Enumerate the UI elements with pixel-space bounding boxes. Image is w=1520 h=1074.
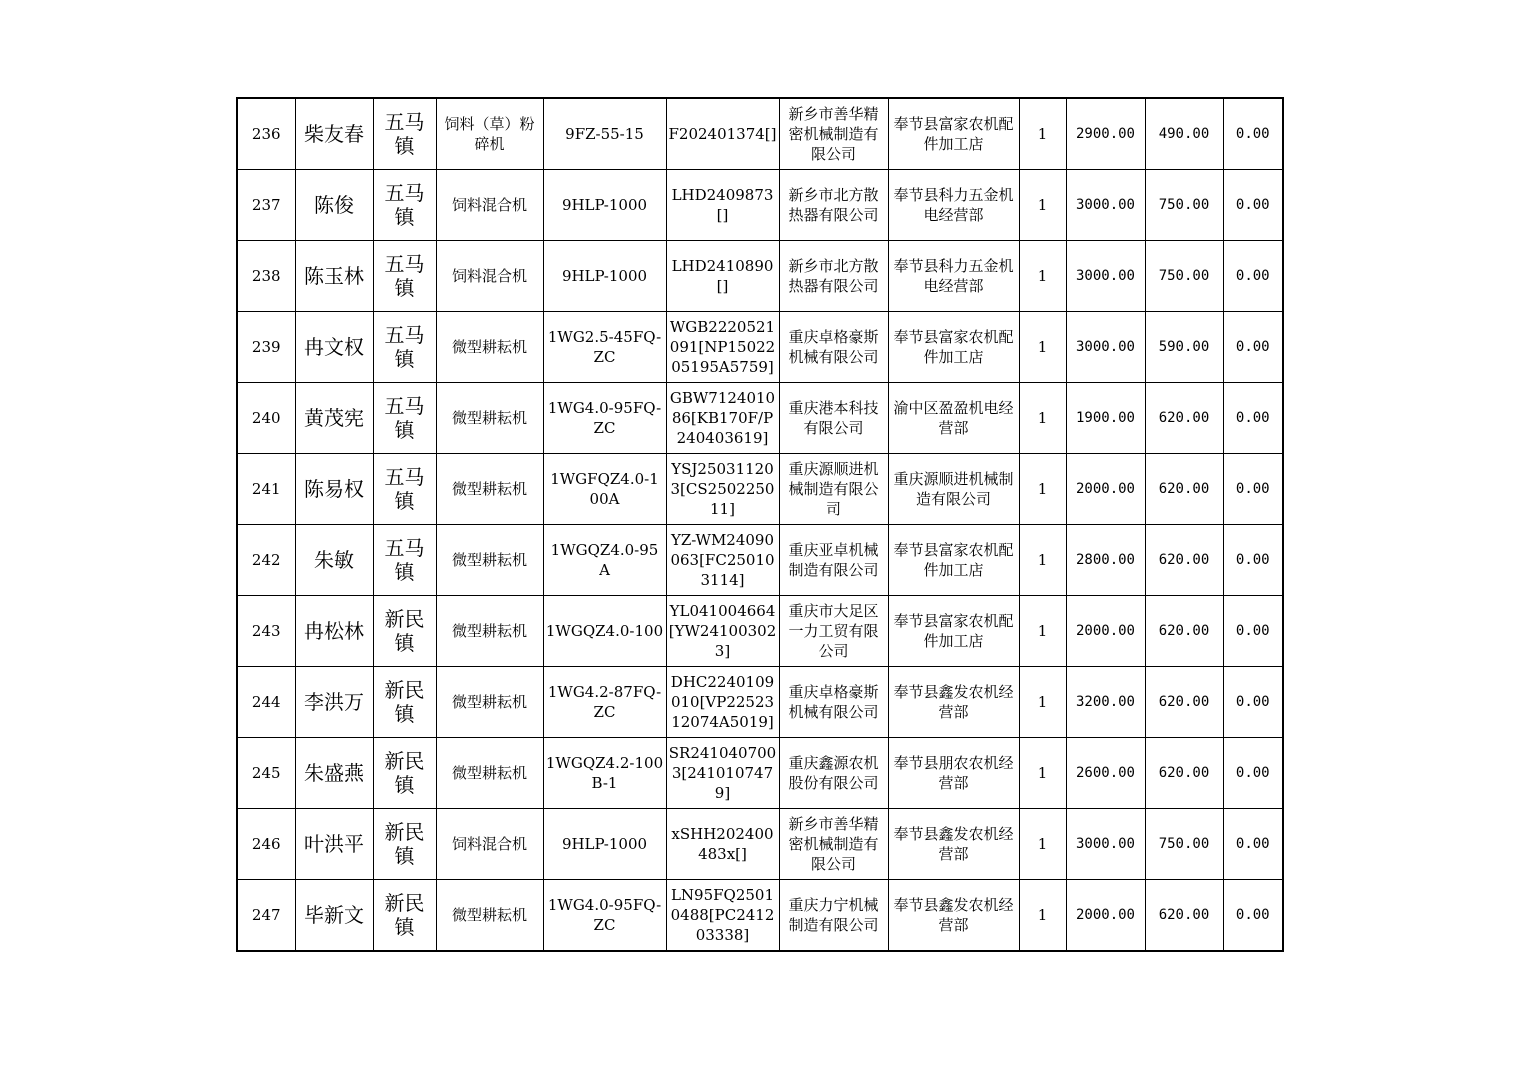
cell-dealer: 奉节县鑫发农机经营部	[888, 667, 1019, 738]
cell-model: 9HLP-1000	[543, 809, 666, 880]
table-body	[237, 98, 1283, 951]
table-row	[237, 98, 1283, 170]
cell-subsidy-amount: 620.00	[1145, 383, 1223, 454]
cell-subsidy-amount: 620.00	[1145, 454, 1223, 525]
cell-serial-number: F202401374[]	[666, 98, 779, 170]
cell-machine-type: 微型耕耘机	[436, 525, 543, 596]
cell-town: 五马镇	[373, 98, 436, 170]
cell-manufacturer: 重庆鑫源农机股份有限公司	[779, 738, 888, 809]
cell-dealer: 奉节县科力五金机电经营部	[888, 241, 1019, 312]
cell-town: 新民镇	[373, 596, 436, 667]
table-row	[237, 738, 1283, 809]
cell-sale-price: 3000.00	[1066, 241, 1145, 312]
cell-quantity: 1	[1019, 98, 1066, 170]
cell-buyer-name: 柴友春	[295, 98, 373, 170]
cell-serial-number: SR2410407003[2410107479]	[666, 738, 779, 809]
cell-extra-subsidy: 0.00	[1223, 98, 1283, 170]
cell-quantity: 1	[1019, 525, 1066, 596]
cell-serial-number: YL041004664[YW241003023]	[666, 596, 779, 667]
cell-quantity: 1	[1019, 809, 1066, 880]
cell-subsidy-amount: 750.00	[1145, 241, 1223, 312]
cell-manufacturer: 重庆源顺进机械制造有限公司	[779, 454, 888, 525]
cell-sale-price: 3200.00	[1066, 667, 1145, 738]
cell-subsidy-amount: 620.00	[1145, 880, 1223, 952]
cell-manufacturer: 重庆港本科技有限公司	[779, 383, 888, 454]
cell-machine-type: 微型耕耘机	[436, 454, 543, 525]
cell-machine-type: 饲料混合机	[436, 809, 543, 880]
cell-subsidy-amount: 620.00	[1145, 667, 1223, 738]
cell-town: 五马镇	[373, 454, 436, 525]
cell-dealer: 奉节县朋农农机经营部	[888, 738, 1019, 809]
cell-quantity: 1	[1019, 880, 1066, 952]
cell-quantity: 1	[1019, 241, 1066, 312]
cell-machine-type: 微型耕耘机	[436, 667, 543, 738]
cell-extra-subsidy: 0.00	[1223, 170, 1283, 241]
table-row	[237, 667, 1283, 738]
cell-manufacturer: 新乡市北方散热器有限公司	[779, 241, 888, 312]
table-row	[237, 170, 1283, 241]
cell-sequence-number: 243	[237, 596, 295, 667]
cell-dealer: 奉节县鑫发农机经营部	[888, 880, 1019, 952]
cell-quantity: 1	[1019, 667, 1066, 738]
cell-extra-subsidy: 0.00	[1223, 667, 1283, 738]
cell-sequence-number: 241	[237, 454, 295, 525]
cell-sequence-number: 238	[237, 241, 295, 312]
cell-quantity: 1	[1019, 312, 1066, 383]
cell-model: 1WGQZ4.0-95A	[543, 525, 666, 596]
cell-manufacturer: 新乡市北方散热器有限公司	[779, 170, 888, 241]
cell-town: 新民镇	[373, 809, 436, 880]
cell-extra-subsidy: 0.00	[1223, 525, 1283, 596]
table-row	[237, 880, 1283, 952]
cell-town: 五马镇	[373, 383, 436, 454]
cell-machine-type: 微型耕耘机	[436, 312, 543, 383]
cell-buyer-name: 冉松林	[295, 596, 373, 667]
cell-dealer: 奉节县富家农机配件加工店	[888, 525, 1019, 596]
table-row	[237, 525, 1283, 596]
cell-extra-subsidy: 0.00	[1223, 312, 1283, 383]
cell-town: 新民镇	[373, 667, 436, 738]
cell-model: 9FZ-55-15	[543, 98, 666, 170]
cell-model: 9HLP-1000	[543, 170, 666, 241]
cell-sequence-number: 239	[237, 312, 295, 383]
cell-model: 1WG2.5-45FQ-ZC	[543, 312, 666, 383]
cell-buyer-name: 李洪万	[295, 667, 373, 738]
cell-sale-price: 2000.00	[1066, 454, 1145, 525]
table-row	[237, 809, 1283, 880]
cell-dealer: 渝中区盈盈机电经营部	[888, 383, 1019, 454]
cell-machine-type: 饲料（草）粉碎机	[436, 98, 543, 170]
cell-extra-subsidy: 0.00	[1223, 809, 1283, 880]
table-row	[237, 383, 1283, 454]
cell-subsidy-amount: 590.00	[1145, 312, 1223, 383]
cell-town: 五马镇	[373, 312, 436, 383]
cell-subsidy-amount: 490.00	[1145, 98, 1223, 170]
table-row	[237, 312, 1283, 383]
cell-extra-subsidy: 0.00	[1223, 454, 1283, 525]
table-row	[237, 241, 1283, 312]
cell-serial-number: LHD2409873[]	[666, 170, 779, 241]
cell-sequence-number: 246	[237, 809, 295, 880]
cell-quantity: 1	[1019, 596, 1066, 667]
cell-town: 五马镇	[373, 525, 436, 596]
cell-sale-price: 3000.00	[1066, 170, 1145, 241]
cell-buyer-name: 陈俊	[295, 170, 373, 241]
cell-subsidy-amount: 750.00	[1145, 170, 1223, 241]
cell-sequence-number: 236	[237, 98, 295, 170]
cell-serial-number: DHC2240109010[VP2252312074A5019]	[666, 667, 779, 738]
cell-model: 1WG4.0-95FQ-ZC	[543, 880, 666, 952]
cell-sequence-number: 240	[237, 383, 295, 454]
cell-subsidy-amount: 620.00	[1145, 596, 1223, 667]
cell-machine-type: 饲料混合机	[436, 170, 543, 241]
cell-sequence-number: 244	[237, 667, 295, 738]
cell-quantity: 1	[1019, 170, 1066, 241]
cell-sale-price: 3000.00	[1066, 312, 1145, 383]
cell-quantity: 1	[1019, 738, 1066, 809]
cell-model: 9HLP-1000	[543, 241, 666, 312]
cell-manufacturer: 重庆市大足区一力工贸有限公司	[779, 596, 888, 667]
cell-serial-number: xSHH202400483x[]	[666, 809, 779, 880]
cell-sequence-number: 242	[237, 525, 295, 596]
cell-machine-type: 微型耕耘机	[436, 596, 543, 667]
cell-extra-subsidy: 0.00	[1223, 596, 1283, 667]
cell-manufacturer: 重庆卓格豪斯机械有限公司	[779, 667, 888, 738]
cell-sale-price: 3000.00	[1066, 809, 1145, 880]
cell-machine-type: 微型耕耘机	[436, 383, 543, 454]
cell-sequence-number: 245	[237, 738, 295, 809]
cell-town: 新民镇	[373, 880, 436, 952]
cell-dealer: 重庆源顺进机械制造有限公司	[888, 454, 1019, 525]
table-row	[237, 596, 1283, 667]
cell-buyer-name: 陈玉林	[295, 241, 373, 312]
cell-sale-price: 2800.00	[1066, 525, 1145, 596]
cell-subsidy-amount: 620.00	[1145, 525, 1223, 596]
cell-sale-price: 1900.00	[1066, 383, 1145, 454]
cell-serial-number: YZ-WM24090063[FC250103114]	[666, 525, 779, 596]
cell-dealer: 奉节县富家农机配件加工店	[888, 98, 1019, 170]
cell-model: 1WG4.2-87FQ-ZC	[543, 667, 666, 738]
cell-machine-type: 微型耕耘机	[436, 880, 543, 952]
cell-extra-subsidy: 0.00	[1223, 383, 1283, 454]
subsidy-table-page	[236, 97, 1284, 952]
cell-serial-number: YSJ250311203[CS250225011]	[666, 454, 779, 525]
cell-town: 新民镇	[373, 738, 436, 809]
cell-manufacturer: 新乡市善华精密机械制造有限公司	[779, 809, 888, 880]
cell-sale-price: 2000.00	[1066, 596, 1145, 667]
cell-subsidy-amount: 750.00	[1145, 809, 1223, 880]
cell-sequence-number: 247	[237, 880, 295, 952]
cell-manufacturer: 重庆力宁机械制造有限公司	[779, 880, 888, 952]
cell-extra-subsidy: 0.00	[1223, 880, 1283, 952]
subsidy-table	[236, 97, 1284, 952]
cell-sequence-number: 237	[237, 170, 295, 241]
cell-manufacturer: 重庆卓格豪斯机械有限公司	[779, 312, 888, 383]
cell-machine-type: 微型耕耘机	[436, 738, 543, 809]
cell-machine-type: 饲料混合机	[436, 241, 543, 312]
cell-model: 1WGQZ4.2-100B-1	[543, 738, 666, 809]
cell-model: 1WGFQZ4.0-100A	[543, 454, 666, 525]
cell-buyer-name: 朱盛燕	[295, 738, 373, 809]
cell-manufacturer: 新乡市善华精密机械制造有限公司	[779, 98, 888, 170]
cell-dealer: 奉节县富家农机配件加工店	[888, 312, 1019, 383]
cell-subsidy-amount: 620.00	[1145, 738, 1223, 809]
cell-serial-number: LHD2410890[]	[666, 241, 779, 312]
cell-town: 五马镇	[373, 170, 436, 241]
cell-sale-price: 2000.00	[1066, 880, 1145, 952]
cell-serial-number: WGB2220521091[NP1502205195A5759]	[666, 312, 779, 383]
cell-buyer-name: 朱敏	[295, 525, 373, 596]
cell-serial-number: LN95FQ25010488[PC241203338]	[666, 880, 779, 952]
cell-buyer-name: 叶洪平	[295, 809, 373, 880]
cell-model: 1WG4.0-95FQ-ZC	[543, 383, 666, 454]
cell-model: 1WGQZ4.0-100	[543, 596, 666, 667]
cell-dealer: 奉节县科力五金机电经营部	[888, 170, 1019, 241]
cell-town: 五马镇	[373, 241, 436, 312]
table-row	[237, 454, 1283, 525]
cell-sale-price: 2600.00	[1066, 738, 1145, 809]
cell-serial-number: GBW712401086[KB170F/P240403619]	[666, 383, 779, 454]
cell-dealer: 奉节县富家农机配件加工店	[888, 596, 1019, 667]
cell-buyer-name: 陈易权	[295, 454, 373, 525]
cell-manufacturer: 重庆亚卓机械制造有限公司	[779, 525, 888, 596]
cell-sale-price: 2900.00	[1066, 98, 1145, 170]
cell-dealer: 奉节县鑫发农机经营部	[888, 809, 1019, 880]
cell-buyer-name: 冉文权	[295, 312, 373, 383]
cell-buyer-name: 黄茂宪	[295, 383, 373, 454]
cell-extra-subsidy: 0.00	[1223, 241, 1283, 312]
cell-extra-subsidy: 0.00	[1223, 738, 1283, 809]
cell-buyer-name: 毕新文	[295, 880, 373, 952]
cell-quantity: 1	[1019, 383, 1066, 454]
cell-quantity: 1	[1019, 454, 1066, 525]
